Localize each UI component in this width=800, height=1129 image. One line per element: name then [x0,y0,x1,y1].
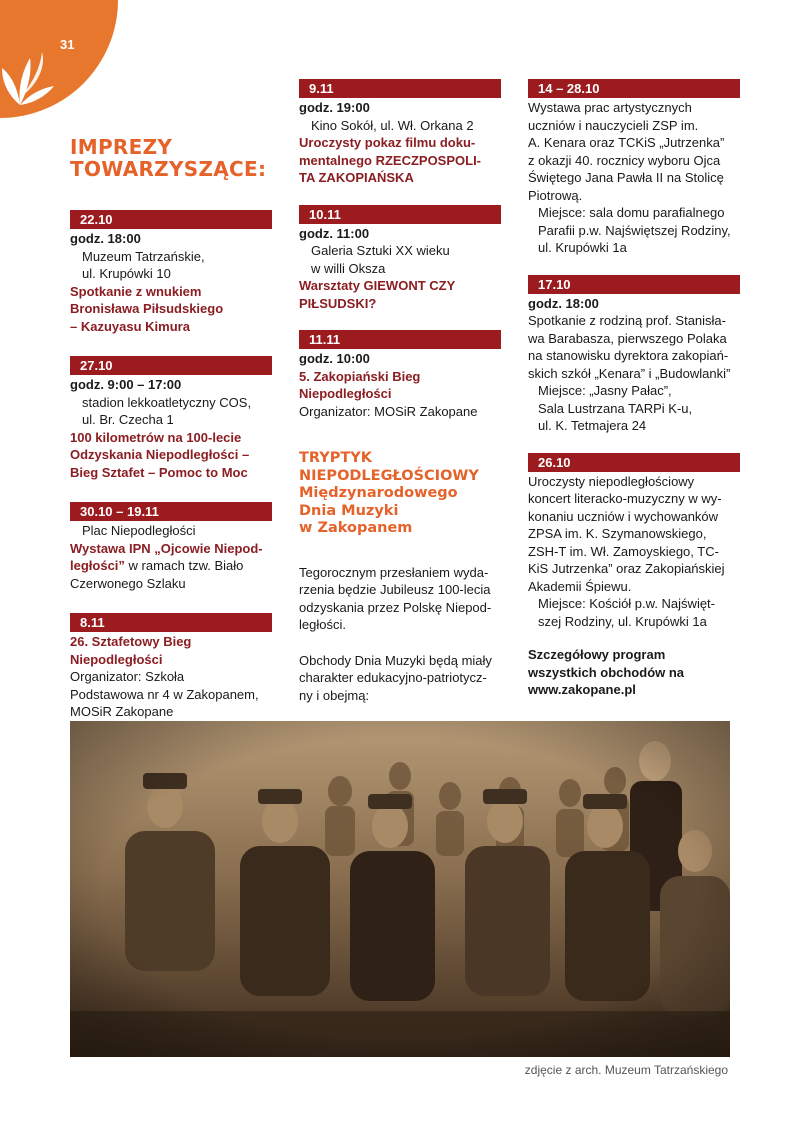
text-line: Obchody Dnia Muzyki będą miały [299,652,492,668]
event-text-line: Organizator: Szkoła [70,669,185,684]
program-info [528,646,740,699]
event-block [70,210,272,335]
event-title-line: PIŁSUDSKI? [299,295,377,311]
event-title-line: Uroczysty pokaz filmu doku- [299,135,476,150]
event-block [528,275,740,435]
event-text-line: Spotkanie z rodziną prof. Stanisła- [528,313,726,328]
paragraph-music-day [299,652,501,705]
event-text-line: Muzeum Tatrzańskie, [82,248,205,264]
text-line: wszystkich obchodów na [528,664,685,680]
event-title-line: TA ZAKOPIAŃSKA [299,170,414,185]
event-text-line: KiS Jutrzenka” oraz Zakopiańskiej [528,561,725,576]
event-title-line: Warsztaty GIEWONT CZY [299,278,456,293]
event-time-line: godz. 18:00 [70,231,141,246]
text-line: rzenia będzie Jubileusz 100-lecia [299,582,491,597]
event-text-line: Świętego Jana Pawła II na Stolicę [528,170,724,185]
event-block [299,330,501,420]
event-text-line: z okazji 40. rocznicy wyboru Ojca [528,152,721,168]
text-line: Tegorocznym przesłaniem wyda- [299,564,489,580]
text-line: ległości. [299,617,346,632]
event-title-line: Bieg Sztafet – Pomoc to Moc [70,464,248,480]
event-text-line: Sala Lustrzana TARPi K-u, [538,400,693,416]
event-date-bar: 8.11 [70,613,272,632]
event-text-line: Parafii p.w. Najświętszej Rodziny, [538,222,731,238]
event-date-bar: 11.11 [299,330,501,349]
heading-line: NIEPODLEGŁOŚCIOWY [299,467,479,484]
event-date-bar: 26.10 [528,453,740,472]
event-block [299,79,501,187]
event-title-line: 100 kilometrów na 100-lecie [70,429,242,445]
section-heading [70,136,272,180]
event-text-line: wa Barabasza, pierwszego Polaka [528,330,727,346]
event-time-line: godz. 10:00 [299,351,370,366]
event-block [70,613,272,721]
event-block [70,502,272,592]
heading-line: Dnia Muzyki [299,502,399,519]
event-text-line: ul. Krupówki 1a [538,240,627,255]
event-text-line: Czerwonego Szlaku [70,575,186,591]
event-date-bar: 30.10 – 19.11 [70,502,272,521]
text-line: ny i obejmą: [299,687,370,703]
event-title-line: Niepodległości [70,651,163,667]
event-title-line: Bronisława Piłsudskiego [70,301,224,316]
event-time-line: godz. 9:00 – 17:00 [70,377,182,392]
heading-line: w Zakopanem [299,520,413,536]
right-column [528,79,740,699]
heading-line: TRYPTYK [299,450,373,466]
event-text-line: Organizator: MOSiR Zakopane [299,403,478,419]
heading-line: IMPREZY [70,135,173,159]
text-line: charakter edukacyjno-patriotycz- [299,670,487,685]
event-time-line: godz. 11:00 [299,225,370,241]
tryptyk-heading [299,450,501,538]
event-text-line: konaniu uczniów i wychowanków [528,508,719,524]
event-date-bar: 17.10 [528,275,740,294]
event-date-bar: 9.11 [299,79,501,98]
page-number: 31 [60,37,75,52]
event-text-line: ZPSA im. K. Szymanowskiego, [528,526,707,541]
heading-line: Międzynarodowego [299,485,458,501]
event-text-line: Podstawowa nr 4 w Zakopanem, [70,686,259,702]
event-text-line: w willi Oksza [311,260,386,276]
event-text-line: Miejsce: Kościół p.w. Najświęt- [538,596,715,611]
event-text-line: A. Kenara oraz TCKiS „Jutrzenka” [528,135,725,150]
event-text-line: uczniów i nauczycieli ZSP im. [528,117,699,133]
event-title-line: Wystawa IPN „Ojcowie Niepod- [70,540,263,556]
event-text-line: na stanowisku dyrektora zakopiań- [528,348,729,363]
event-text-line: Uroczysty niepodległościowy [528,473,695,489]
event-date-bar: 22.10 [70,210,272,229]
text-line: Szczegółowy program [528,647,666,662]
event-date-bar: 27.10 [70,356,272,375]
left-column [70,136,272,721]
middle-column [299,79,501,704]
corner-leaf-logo-icon [0,0,130,130]
event-text-line: ul. Krupówki 10 [82,266,171,281]
event-text-line: Miejsce: sala domu parafialnego [538,205,725,220]
event-text-line: Akademii Śpiewu. [528,578,632,594]
event-block [299,205,501,313]
event-text-line: Galeria Sztuki XX wieku [311,243,450,258]
event-title-line: – Kazuyasu Kimura [70,318,190,334]
event-text-line: Miejsce: „Jasny Pałac”, [538,383,672,398]
event-title-line: 5. Zakopiański Bieg [299,368,421,384]
event-text-line: Plac Niepodległości [82,523,196,538]
event-text-line: ul. K. Tetmajera 24 [538,418,647,433]
historical-group-photo [70,721,730,1057]
event-text-line: stadion lekkoatletyczny COS, [82,394,252,410]
event-date-bar: 14 – 28.10 [528,79,740,98]
website-link[interactable]: www.zakopane.pl [528,682,636,697]
event-title-line: 26. Sztafetowy Bieg [70,634,192,649]
event-text-fragment: w ramach tzw. Biało [124,558,244,573]
event-title-line: Odzyskania Niepodległości – [70,447,250,462]
event-text-line [70,557,272,575]
event-time-line: godz. 19:00 [299,100,370,115]
heading-line: TOWARZYSZĄCE: [70,157,267,181]
event-text-line: Piotrową. [528,187,583,203]
event-title-line: mentalnego RZECZPOSPOLI- [299,152,482,168]
event-block [70,356,272,481]
event-text-line: Kino Sokół, ul. Wł. Orkana 2 [311,117,474,133]
event-block [528,79,740,257]
event-text-line: ul. Br. Czecha 1 [82,412,174,427]
event-text-line: koncert literacko-muzyczny w wy- [528,491,722,506]
event-date-bar: 10.11 [299,205,501,224]
event-text-line: szej Rodziny, ul. Krupówki 1a [538,613,707,629]
event-text-line: Wystawa prac artystycznych [528,100,692,115]
event-text-line: skich szkół „Kenara” i „Budowlanki” [528,365,731,381]
event-title-line: Spotkanie z wnukiem [70,283,202,299]
event-title-line: Niepodległości [299,386,392,401]
event-block [528,453,740,631]
event-text-line: MOSiR Zakopane [70,704,174,719]
event-text-line: ZSH-T im. Wł. Zamoyskiego, TC- [528,543,719,559]
paragraph-jubilee [299,564,501,634]
text-line: odzyskania przez Polskę Niepod- [299,599,492,615]
event-title-fragment: ległości” [70,558,125,573]
event-time-line: godz. 18:00 [528,295,599,311]
photo-caption: zdjęcie z arch. Muzeum Tatrzańskiego [524,1063,728,1077]
